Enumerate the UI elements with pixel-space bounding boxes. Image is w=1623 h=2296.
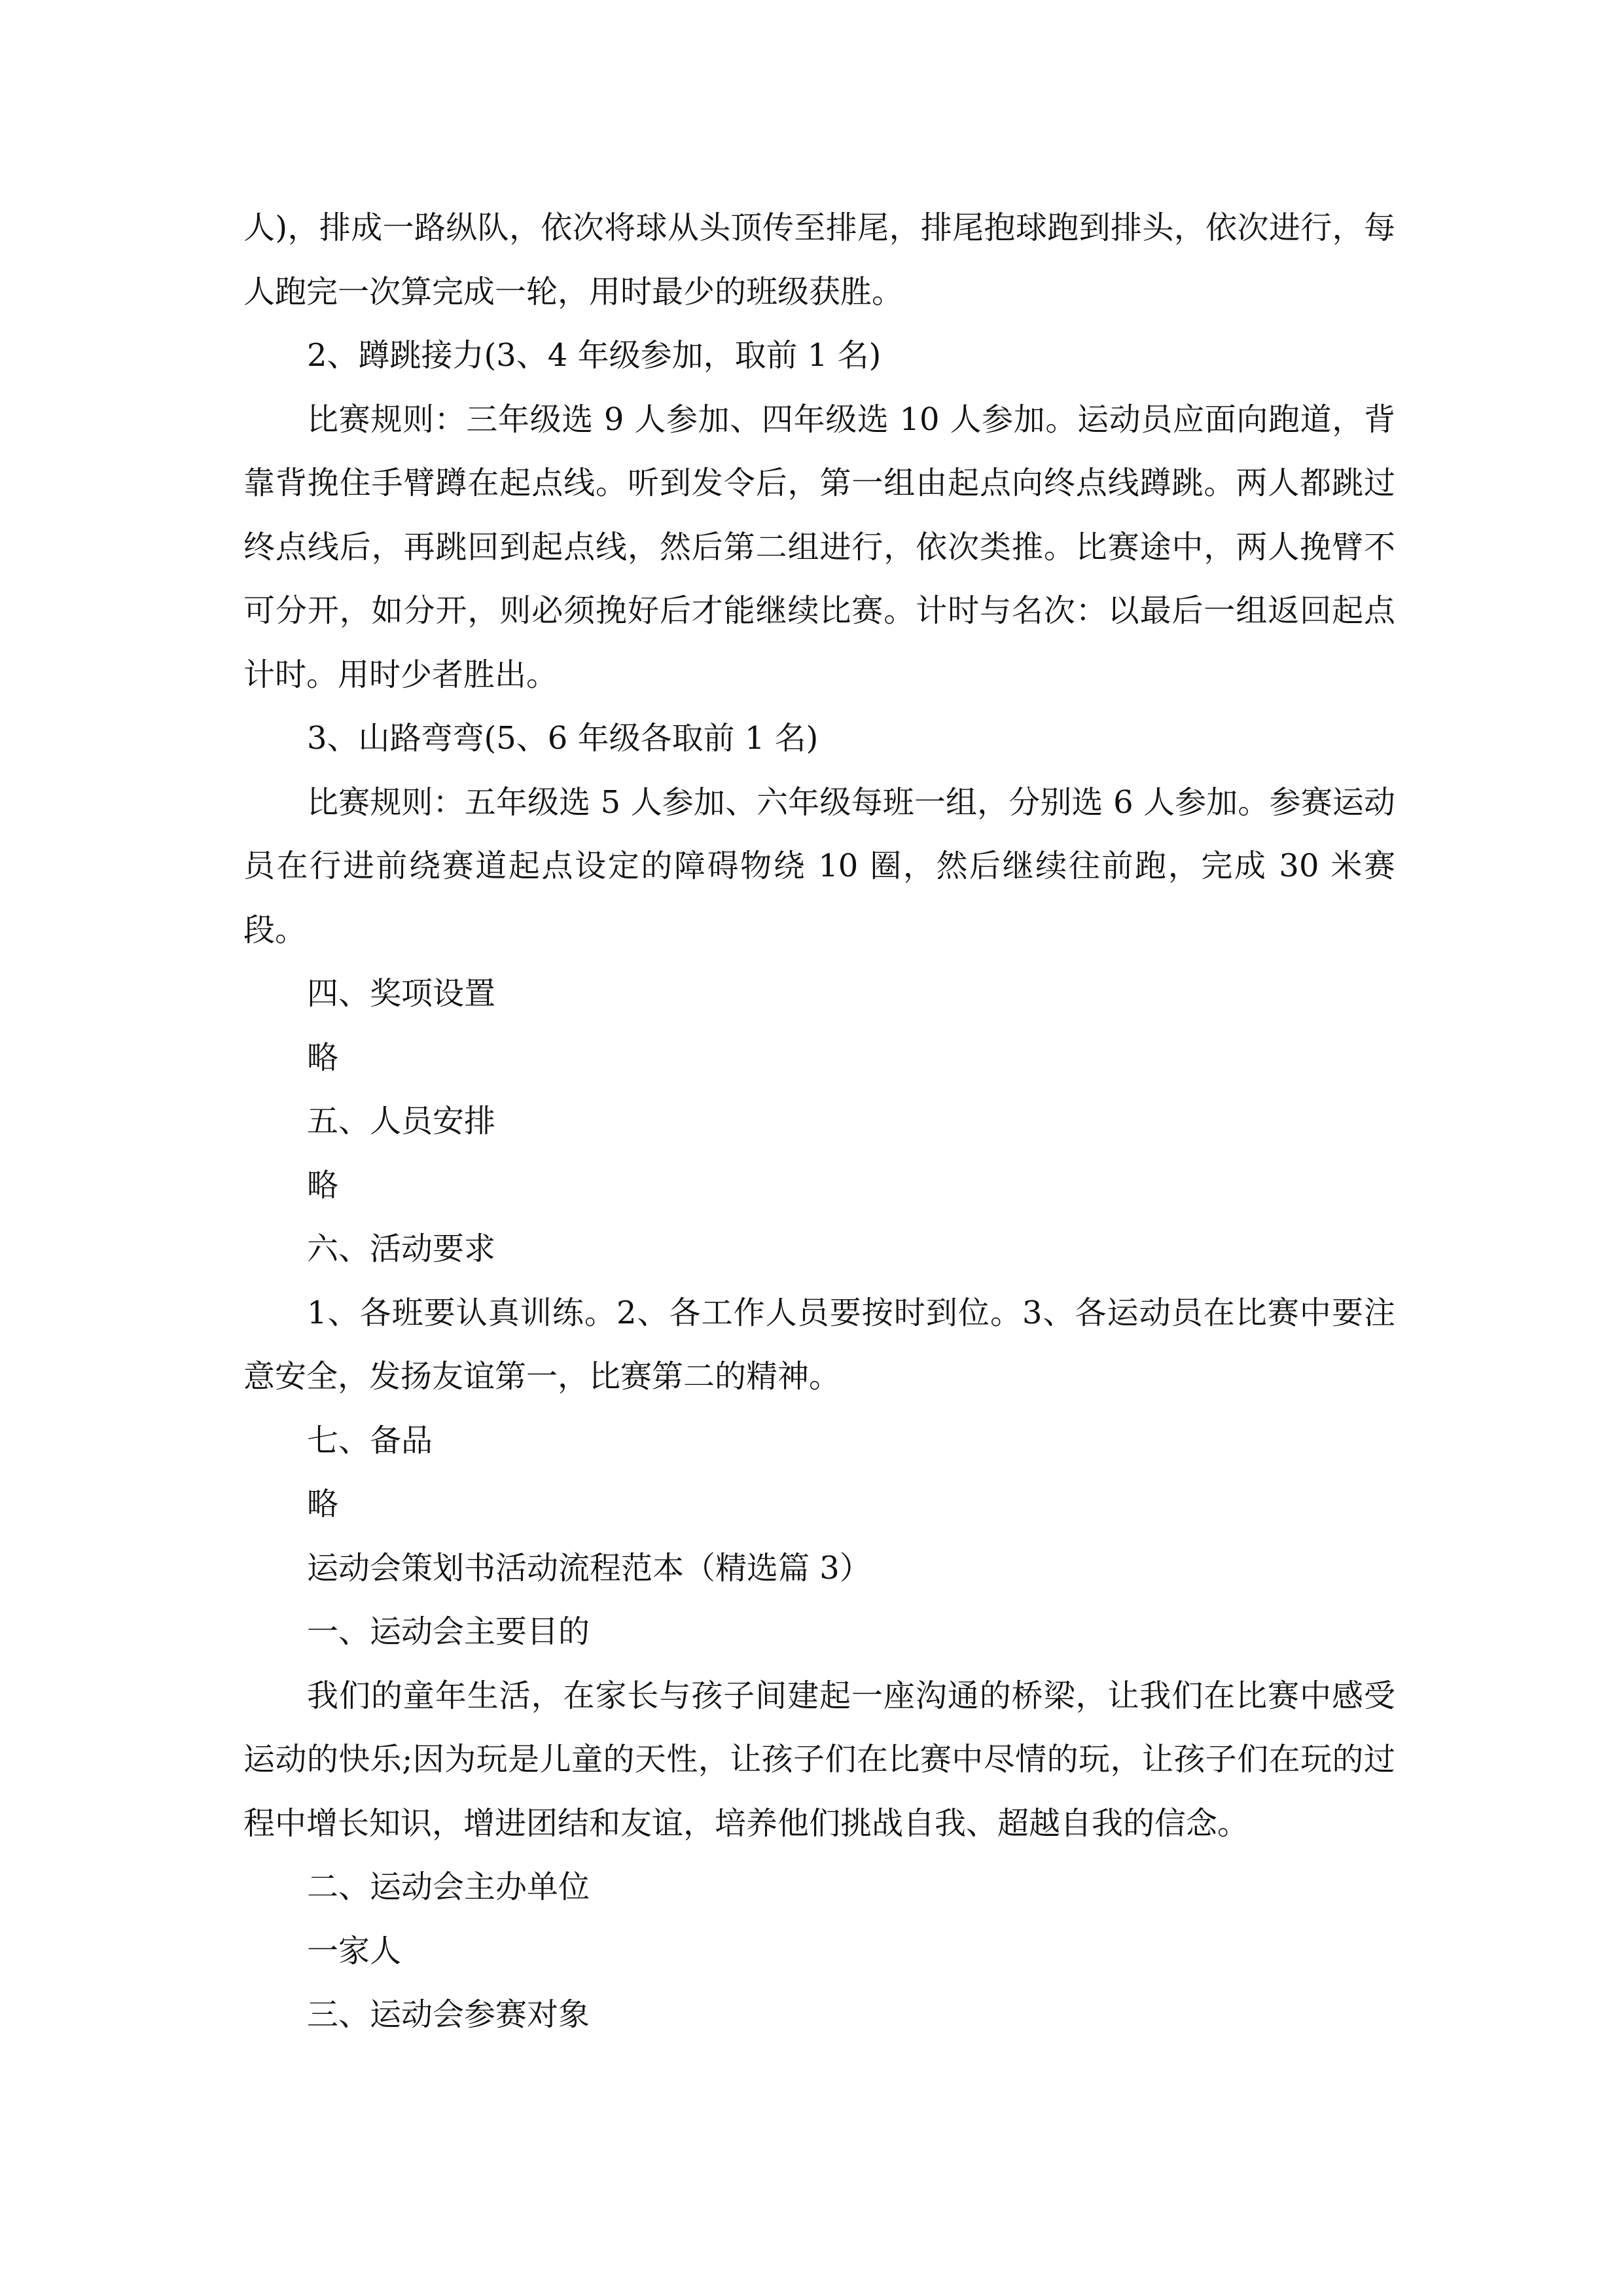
heading-purpose: 一、运动会主要目的 — [307, 1613, 590, 1650]
paragraph-squat-jump-rules: 比赛规则：三年级选 9 人参加、四年级选 10 人参加。运动员应面向跑道，背靠背挽住手臂蹲在起点线。听到发令后，第一组由起点向终点线蹲跳。两人都跳过终点线后，再跳回到起点线，然后第二组进行，依次类推。比赛途中，两人挽臂不可分开，如分开，则必须挽好后才能继续比赛。计时与名次：以最后一组返回起点计时。用时少者胜出。 — [243, 401, 1395, 693]
paragraph-purpose: 我们的童年生活，在家长与孩子间建起一座沟通的桥梁，让我们在比赛中感受运动的快乐;因为玩是儿童的天性，让孩子们在比赛中尽情的玩，让孩子们在玩的过程中增长知识，增进团结和友谊，培养他们挑战自我、超越自我的信念。 — [243, 1677, 1395, 1842]
heading-mountain-road: 3、山路弯弯(5、6 年级各取前 1 名) — [307, 720, 819, 757]
paragraph-mountain-road-rules: 比赛规则：五年级选 5 人参加、六年级每班一组，分别选 6 人参加。参赛运动员在行进前绕赛道起点设定的障碍物绕 10 圈，然后继续往前跑，完成 30 米赛段。 — [243, 783, 1395, 948]
heading-organizer: 二、运动会主办单位 — [307, 1869, 590, 1905]
heading-staffing: 五、人员安排 — [307, 1103, 496, 1139]
paragraph-staffing-omitted: 略 — [307, 1166, 339, 1204]
document-body — [243, 196, 1395, 2047]
heading-supplies: 七、备品 — [307, 1422, 433, 1459]
heading-requirements: 六、活动要求 — [307, 1230, 496, 1267]
heading-awards: 四、奖项设置 — [307, 975, 496, 1012]
paragraph-requirements: 1、各班要认真训练。2、各工作人员要按时到位。3、各运动员在比赛中要注意安全，发扬友谊第一，比赛第二的精神。 — [243, 1294, 1395, 1395]
paragraph-supplies-omitted: 略 — [307, 1486, 339, 1522]
heading-squat-jump-relay: 2、蹲跳接力(3、4 年级参加，取前 1 名) — [307, 337, 882, 374]
heading-participants: 三、运动会参赛对象 — [307, 1996, 590, 2033]
paragraph-relay-rules-continued: 人)，排成一路纵队，依次将球从头顶传至排尾，排尾抱球跑到排头，依次进行，每人跑完一次算完成一轮，用时最少的班级获胜。 — [243, 209, 1395, 310]
paragraph-organizer: 一家人 — [307, 1932, 402, 1969]
section-title-sample-3: 运动会策划书活动流程范本（精选篇 3） — [307, 1549, 871, 1587]
paragraph-awards-omitted: 略 — [307, 1039, 339, 1076]
